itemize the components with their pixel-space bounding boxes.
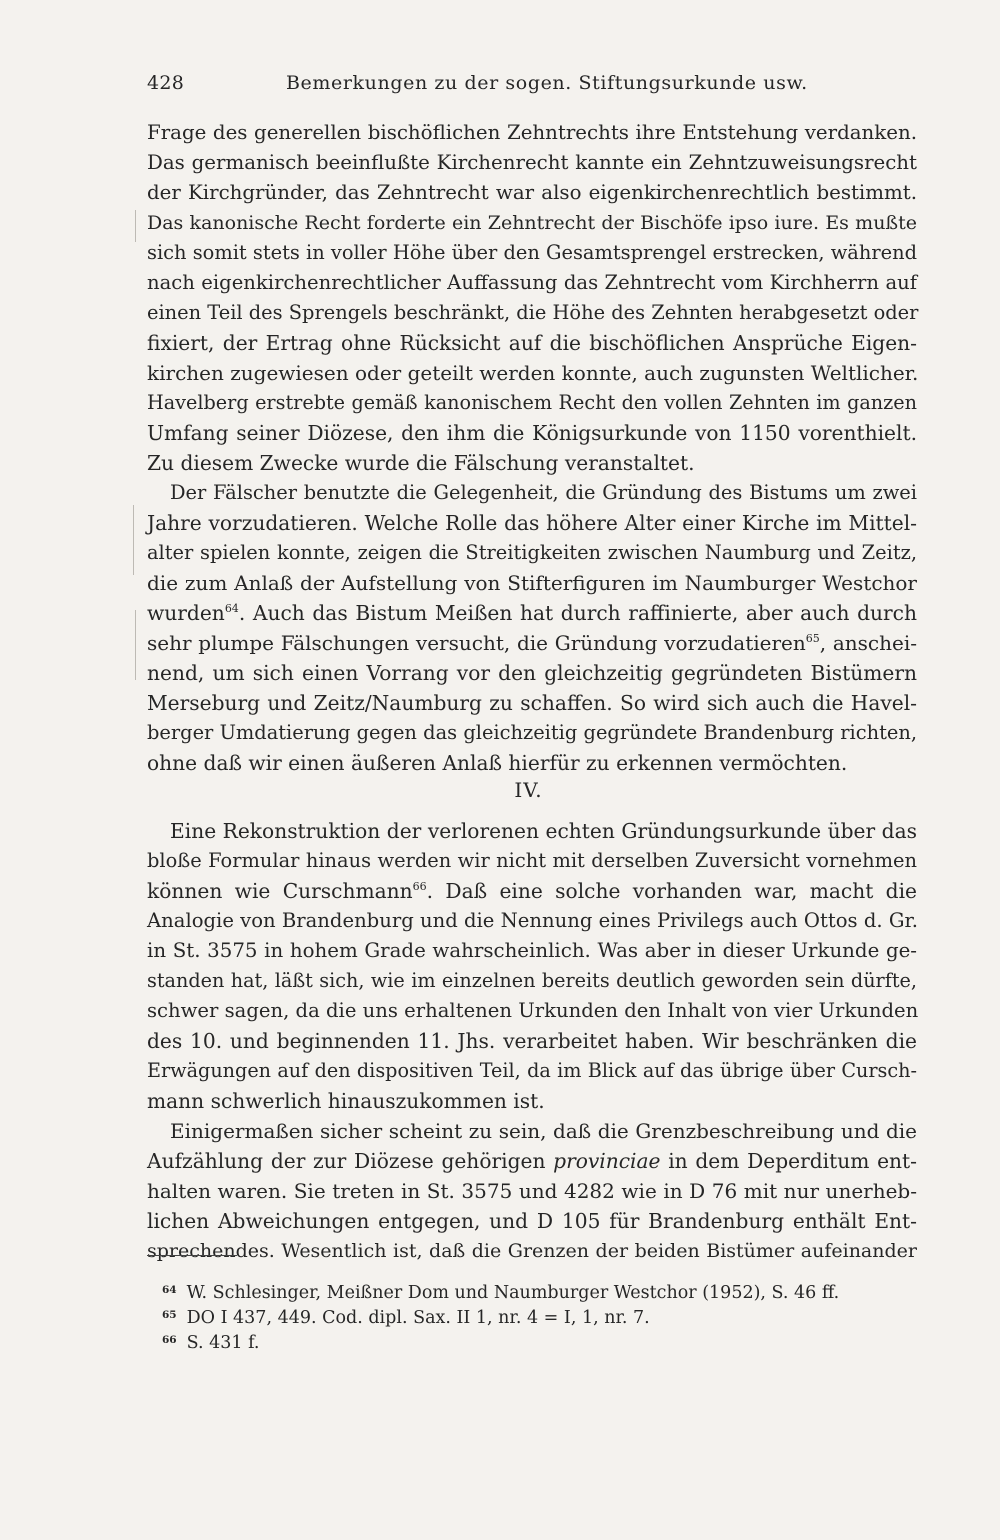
- text-line: bloße Formular hinaus werden wir nicht mit derselben Zuversicht vornehmen: [147, 849, 917, 872]
- running-title: Bemerkungen zu der sogen. Stiftungsurkunde usw.: [286, 72, 808, 94]
- text-line: Eine Rekonstruktion der verlorenen echten Gründungsurkunde über das: [170, 819, 917, 843]
- footnote-number: 64: [162, 1284, 177, 1296]
- footnote-66: [162, 1328, 260, 1356]
- footnote-number: 65: [162, 1309, 177, 1321]
- text-line: kirchen zugewiesen oder geteilt werden konnte, auch zugunsten Weltlicher.: [147, 361, 919, 385]
- footnote-64: [162, 1278, 839, 1306]
- footnote-ref-65: 65: [805, 632, 820, 645]
- text-line: sprechendes. Wesentlich ist, daß die Grenzen der beiden Bistümer aufeinander: [147, 1240, 917, 1262]
- text-line: fixiert, der Ertrag ohne Rücksicht auf die bischöflichen Ansprüche Eigen-: [147, 331, 917, 355]
- text-line: Das kanonische Recht forderte ein Zehntrecht der Bischöfe ipso iure. Es mußte: [147, 212, 917, 234]
- text-line: lichen Abweichungen entgegen, und D 105 für Brandenburg enthält Ent-: [147, 1209, 917, 1233]
- text-line: in St. 3575 in hohem Grade wahrscheinlich. Was aber in dieser Urkunde ge-: [147, 939, 917, 962]
- footnote-rule: [147, 1255, 237, 1256]
- text-line: sehr plumpe Fälschungen versucht, die Gründung vorzudatieren$^{65}$, anschei-: [147, 631, 917, 655]
- text-line: standen hat, läßt sich, wie im einzelnen bereits deutlich geworden sein dürfte,: [147, 969, 917, 992]
- footnote-ref-64: 64: [224, 602, 239, 615]
- text-line: halten waren. Sie treten in St. 3575 und 4282 wie in D 76 mit nur unerheb-: [147, 1179, 917, 1203]
- text-line: des 10. und beginnenden 11. Jhs. verarbeitet haben. Wir beschränken die: [147, 1029, 917, 1053]
- text-line: alter spielen konnte, zeigen die Streitigkeiten zwischen Naumburg und Zeitz,: [147, 541, 917, 564]
- margin-mark: [133, 505, 134, 575]
- section-heading: IV.: [514, 778, 543, 802]
- text-line: der Kirchgründer, das Zehntrecht war also eigenkirchenrechtlich bestimmt.: [147, 181, 917, 204]
- text-line: Analogie von Brandenburg und die Nennung eines Privilegs auch Ottos d. Gr.: [147, 909, 918, 932]
- text-line: mann schwerlich hinauszukommen ist.: [147, 1089, 545, 1113]
- running-header: [147, 72, 917, 102]
- text-line: Frage des generellen bischöflichen Zehntrechts ihre Entstehung verdanken.: [147, 121, 917, 144]
- text-line: Umfang seiner Diözese, den ihm die Königsurkunde von 1150 vorenthielt.: [147, 421, 917, 445]
- text-line: Das germanisch beeinflußte Kirchenrecht kannte ein Zehntzuweisungsrecht: [147, 151, 917, 174]
- footnote-65: [162, 1303, 650, 1331]
- margin-mark: [135, 610, 136, 680]
- text-line: Aufzählung der zur Diözese gehörigen provinciae in dem Deperditum ent-: [147, 1149, 917, 1173]
- margin-mark: [135, 210, 136, 242]
- text-line: Jahre vorzudatieren. Welche Rolle das höhere Alter einer Kirche im Mittel-: [147, 511, 917, 535]
- text-line: wurden$^{64}$. Auch das Bistum Meißen hat durch raffinierte, aber auch durch: [147, 601, 917, 625]
- text-line: nend, um sich einen Vorrang vor den gleichzeitig gegründeten Bistümern: [147, 661, 917, 685]
- page-number: 428: [147, 72, 185, 94]
- text-line: Havelberg erstrebte gemäß kanonischem Recht den vollen Zehnten im ganzen: [147, 391, 917, 414]
- text-line: Merseburg und Zeitz/Naumburg zu schaffen. So wird sich auch die Havel-: [147, 691, 917, 715]
- footnote-ref-66: 66: [412, 880, 427, 893]
- text-line: Der Fälscher benutzte die Gelegenheit, die Gründung des Bistums um zwei: [170, 481, 917, 504]
- footnote-number: 66: [162, 1334, 177, 1346]
- text-line: ohne daß wir einen äußeren Anlaß hierfür zu erkennen vermöchten.: [147, 751, 848, 775]
- text-line: Einigermaßen sicher scheint zu sein, daß die Grenzbeschreibung und die: [170, 1119, 917, 1143]
- text-line: sich somit stets in voller Höhe über den Gesamtsprengel erstrecken, während: [147, 241, 917, 264]
- text-line: Zu diesem Zwecke wurde die Fälschung veranstaltet.: [147, 451, 695, 475]
- text-line: die zum Anlaß der Aufstellung von Stifterfiguren im Naumburger Westchor: [147, 571, 917, 595]
- footnote-text: W. Schlesinger, Meißner Dom und Naumburger Westchor (1952), S. 46 ff.: [186, 1283, 840, 1303]
- text-line: berger Umdatierung gegen das gleichzeitig gegründete Brandenburg richten,: [147, 721, 917, 744]
- text-line: schwer sagen, da die uns erhaltenen Urkunden den Inhalt von vier Urkunden: [147, 999, 919, 1022]
- footnote-text: S. 431 f.: [186, 1333, 260, 1353]
- text-line: Erwägungen auf den dispositiven Teil, da im Blick auf das übrige über Cursch-: [147, 1059, 917, 1082]
- footnote-text: DO I 437, 449. Cod. dipl. Sax. II 1, nr. 4 = I, 1, nr. 7.: [186, 1308, 650, 1328]
- text-line: einen Teil des Sprengels beschränkt, die Höhe des Zehnten herabgesetzt oder: [147, 301, 919, 324]
- text-line: können wie Curschmann$^{66}$. Daß eine solche vorhanden war, macht die: [147, 879, 917, 903]
- italic-term: provinciae: [553, 1149, 661, 1173]
- text-line: nach eigenkirchenrechtlicher Auffassung das Zehntrecht vom Kirchherrn auf: [147, 271, 917, 294]
